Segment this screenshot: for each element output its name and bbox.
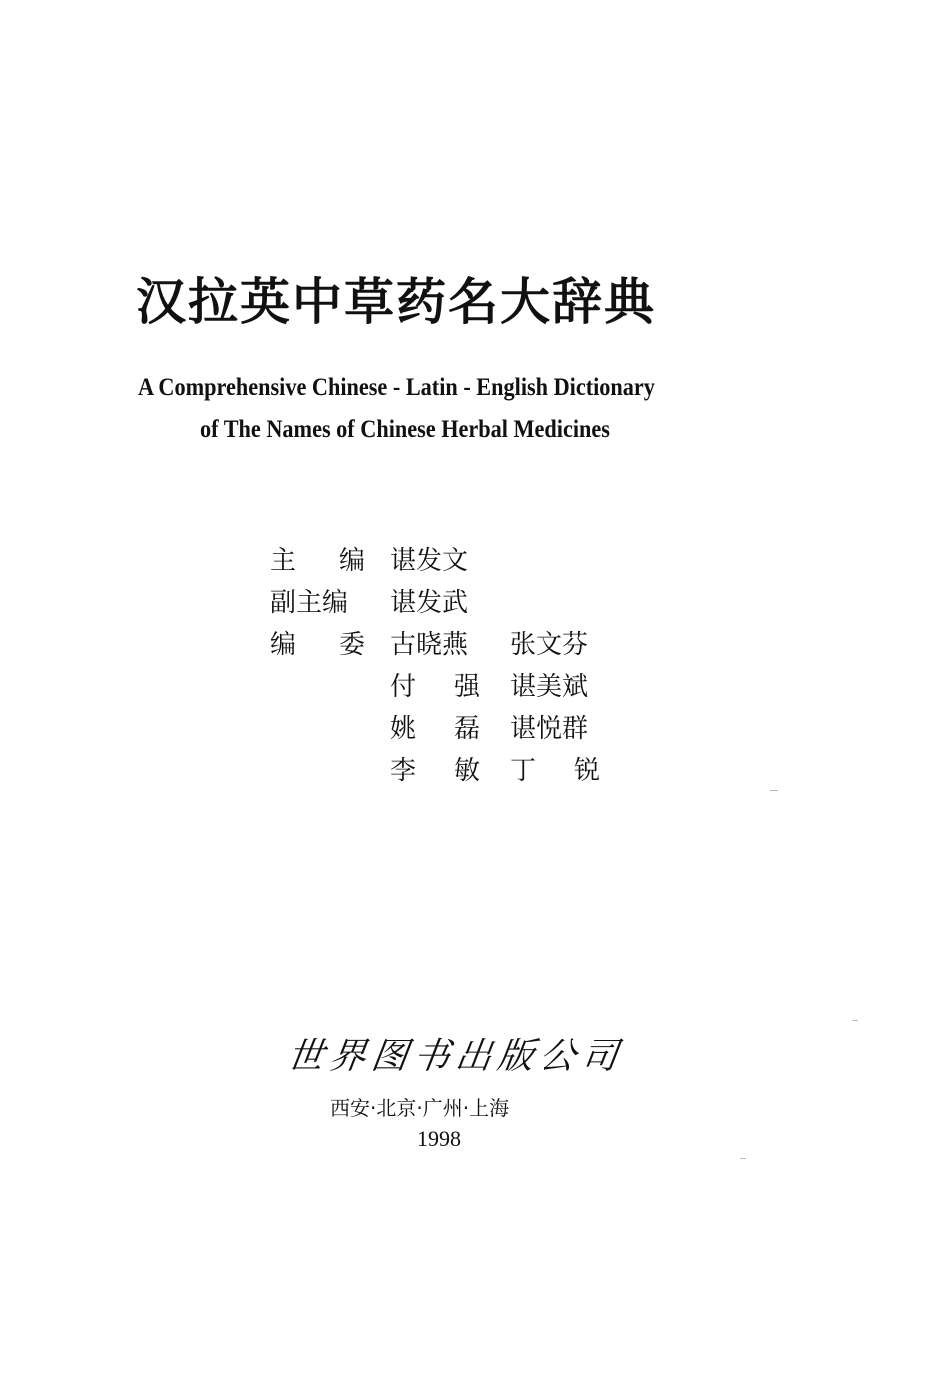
committee-member: 丁 锐 bbox=[510, 756, 600, 786]
committee-member: 张文芬 bbox=[510, 630, 589, 660]
chinese-title: 汉拉英中草药名大辞典 bbox=[136, 273, 656, 331]
publisher-cities: 西安·北京·广州·上海 bbox=[330, 1096, 510, 1120]
committee-member: 谌美斌 bbox=[510, 672, 589, 702]
english-title-line-2: of The Names of Chinese Herbal Medicines bbox=[200, 416, 610, 443]
committee-member: 古晓燕 bbox=[390, 630, 469, 660]
editor-name: 谌发武 bbox=[390, 588, 469, 618]
english-title-line-1: A Comprehensive Chinese - Latin - English Dictionary bbox=[138, 374, 655, 401]
scan-speck bbox=[740, 1158, 746, 1159]
publisher-name: 世界图书出版公司 bbox=[284, 1036, 627, 1077]
role-label: 编 委 bbox=[270, 630, 365, 660]
editor-name: 谌发文 bbox=[390, 546, 469, 576]
committee-member: 李 敏 bbox=[390, 756, 480, 786]
role-label: 主 编 bbox=[270, 546, 365, 576]
role-label: 副主编 bbox=[270, 588, 349, 618]
scan-speck bbox=[770, 790, 778, 791]
scan-speck bbox=[852, 1020, 858, 1021]
committee-member: 谌悦群 bbox=[510, 714, 589, 744]
committee-member: 付 强 bbox=[390, 672, 480, 702]
publication-year: 1998 bbox=[417, 1126, 461, 1151]
committee-member: 姚 磊 bbox=[390, 714, 480, 744]
